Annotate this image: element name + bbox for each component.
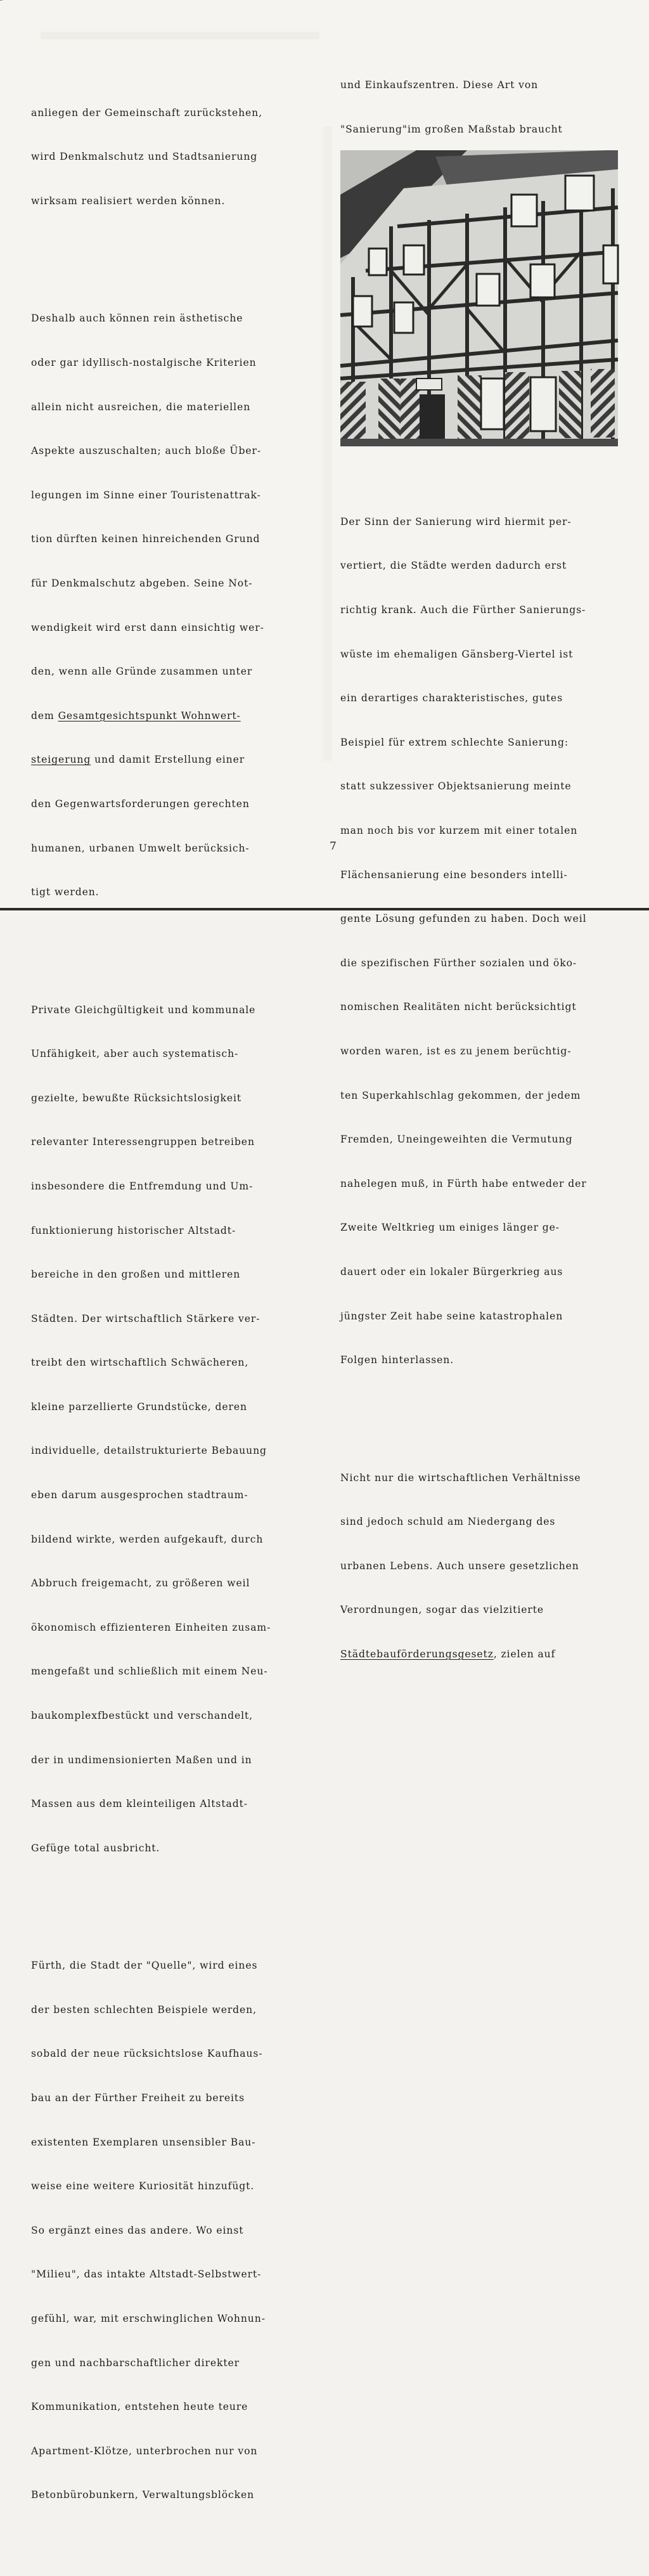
text-line: allein nicht ausreichen, die materiellen [31, 401, 251, 413]
half-timbered-house-photo [340, 150, 618, 446]
text-line: den Gegenwartsforderungen gerechten [31, 798, 250, 810]
photo-illustration [340, 150, 618, 446]
text-line: mengefaßt und schließlich mit einem Neu- [31, 1666, 268, 1678]
text-fragment: dem [31, 709, 58, 722]
text-line: kleine parzellierte Grundstücke, deren [31, 1401, 247, 1413]
text-line: wendigkeit wird erst dann einsichtig wer- [31, 621, 264, 633]
text-line [31, 709, 316, 723]
text-line: den, wenn alle Gründe zusammen unter [31, 666, 253, 678]
text-line: Unfähigkeit, aber auch systematisch- [31, 1048, 239, 1060]
text-line: Betonbürobunkern, Verwaltungsblöcken [31, 2489, 255, 2501]
text-line: Gefüge total ausbricht. [31, 1842, 160, 1854]
text-line: Zweite Weltkrieg um einiges länger ge- [340, 1222, 560, 1234]
page-number: 7 [330, 840, 337, 853]
text-line: vertiert, die Städte werden dadurch erst [340, 560, 567, 572]
show-through-shadow [41, 32, 319, 39]
text-line: gefühl, war, mit erschwinglichen Wohnun- [31, 2312, 266, 2324]
text-line: Private Gleichgültigkeit und kommunale [31, 1004, 256, 1016]
text-line: Der Sinn der Sanierung wird hiermit per- [340, 515, 572, 527]
text-line: Flächensanierung eine besonders intelli- [340, 869, 568, 881]
text-line: sobald der neue rücksichtslose Kaufhaus- [31, 2048, 263, 2060]
doorway [420, 394, 445, 446]
shop-sign [416, 379, 442, 390]
text-line: Verordnungen, sogar das vielzitierte [340, 1604, 544, 1616]
text-line: gezielte, bewußte Rücksichtslosigkeit [31, 1092, 242, 1104]
text-line: worden waren, ist es zu jenem berüchtig- [340, 1045, 572, 1057]
corner-mark [0, 0, 14, 7]
text-line: für Denkmalschutz abgeben. Seine Not- [31, 577, 253, 589]
text-line: wird Denkmalschutz und Stadtsanierung [31, 151, 258, 163]
text-line: baukomplexfbestückt und verschandelt, [31, 1710, 253, 1722]
text-line: die spezifischen Fürther sozialen und öko- [340, 957, 577, 969]
text-line: bildend wirkte, werden aufgekauft, durch [31, 1533, 264, 1545]
text-line: existenten Exemplaren unsensibler Bau- [31, 2136, 256, 2148]
text-line: Deshalb auch können rein ästhetische [31, 313, 243, 325]
text-line: gente Lösung gefunden zu haben. Doch weil [340, 913, 587, 925]
text-line: nahelegen muß, in Fürth habe entweder der [340, 1177, 587, 1189]
left-text-column [31, 47, 316, 2576]
text-line: anliegen der Gemeinschaft zurückstehen, [31, 107, 262, 119]
text-line: Fremden, Uneingeweihten die Vermutung [340, 1134, 573, 1146]
text-line: nomischen Realitäten nicht berücksichtigt [340, 1001, 577, 1013]
text-line: Nicht nur die wirtschaftlichen Verhältnisse [340, 1472, 581, 1484]
text-line: richtig krank. Auch die Fürther Sanierungs- [340, 604, 586, 616]
text-line: ein derartiges charakteristisches, gutes [340, 692, 563, 704]
text-line: Beispiel für extrem schlechte Sanierung: [340, 736, 569, 748]
text-line: weise eine weitere Kuriosität hinzufügt. [31, 2180, 255, 2192]
text-line: sind jedoch schuld am Niedergang des [340, 1516, 556, 1528]
text-line: Folgen hinterlassen. [340, 1354, 454, 1366]
text-line: Massen aus dem kleinteiligen Altstadt- [31, 1798, 248, 1810]
text-line: bereiche in den großen und mittleren [31, 1269, 241, 1281]
underlined-phrase: steigerung [31, 754, 91, 766]
text-fragment: und damit Erstellung einer [91, 754, 245, 766]
text-line: legungen im Sinne einer Touristenattrak- [31, 489, 261, 501]
text-line: ten Superkahlschlag gekommen, der jedem [340, 1089, 581, 1101]
text-line: ökonomisch effizienteren Einheiten zusam- [31, 1621, 271, 1633]
right-text-column-bottom [340, 456, 626, 1735]
paragraph [340, 485, 626, 1397]
text-line: Städten. Der wirtschaftlich Stärkere ver- [31, 1312, 260, 1324]
text-line: individuelle, detailstrukturierte Bebauung [31, 1445, 267, 1457]
underlined-phrase: Gesamtgesichtspunkt Wohnwert- [58, 709, 241, 722]
paragraph [340, 1441, 626, 1691]
paragraph [31, 76, 316, 238]
text-line: "Sanierung"im großen Maßstab braucht [340, 124, 563, 135]
text-line: bau an der Fürther Freiheit zu bereits [31, 2092, 245, 2104]
scan-bottom-edge [0, 908, 649, 910]
text-line: statt sukzessiver Objektsanierung meinte [340, 780, 572, 793]
text-fragment: , zielen auf [493, 1648, 556, 1660]
text-line: wirksam realisiert werden können. [31, 195, 226, 207]
text-line: humanen, urbanen Umwelt berücksich- [31, 842, 250, 854]
paragraph [31, 973, 316, 1885]
text-line: und Einkaufszentren. Diese Art von [340, 79, 539, 91]
text-line: gen und nachbarschaftlicher direkter [31, 2357, 240, 2369]
text-line: eben darum ausgesprochen stadtraum- [31, 1489, 248, 1501]
text-line: urbanen Lebens. Auch unsere gesetzlichen [340, 1560, 579, 1572]
text-line: relevanter Interessengruppen betreiben [31, 1136, 255, 1148]
show-through-shadow [323, 127, 332, 761]
text-line [340, 1647, 626, 1662]
paragraph [31, 282, 316, 929]
text-line: wüste im ehemaligen Gänsberg-Viertel ist [340, 648, 574, 660]
text-line: treibt den wirtschaftlich Schwächeren, [31, 1357, 249, 1369]
text-line: "Milieu", das intakte Altstadt-Selbstwert- [31, 2269, 262, 2281]
text-line: man noch bis vor kurzem mit einer totalen [340, 824, 578, 836]
text-line: der besten schlechten Beispiele werden, [31, 2003, 257, 2016]
text-line: So ergänzt eines das andere. Wo einst [31, 2224, 244, 2236]
text-line: Aspekte auszuschalten; auch bloße Über- [31, 445, 261, 457]
text-line: funktionierung historischer Altstadt- [31, 1224, 236, 1236]
text-line: tion dürften keinen hinreichenden Grund [31, 533, 260, 545]
text-line [31, 753, 316, 767]
text-line: Abbruch freigemacht, zu größeren weil [31, 1577, 250, 1589]
text-line: dauert oder ein lokaler Bürgerkrieg aus [340, 1265, 563, 1278]
text-line: Apartment-Klötze, unterbrochen nur von [31, 2445, 258, 2457]
text-line: Kommunikation, entstehen heute teure [31, 2401, 248, 2413]
text-line: insbesondere die Entfremdung und Um- [31, 1180, 254, 1192]
striped-shutters [340, 369, 615, 442]
text-line: jüngster Zeit habe seine katastrophalen [340, 1310, 563, 1322]
street [340, 439, 618, 446]
paragraph [31, 1929, 316, 2532]
text-line: Fürth, die Stadt der "Quelle", wird eines [31, 1960, 258, 1972]
text-line: tigt werden. [31, 886, 100, 898]
text-line: oder gar idyllisch-nostalgische Kriterien [31, 357, 257, 368]
underlined-phrase: Städtebauförderungsgesetz [340, 1648, 494, 1660]
text-line: der in undimensionierten Maßen und in [31, 1754, 252, 1766]
